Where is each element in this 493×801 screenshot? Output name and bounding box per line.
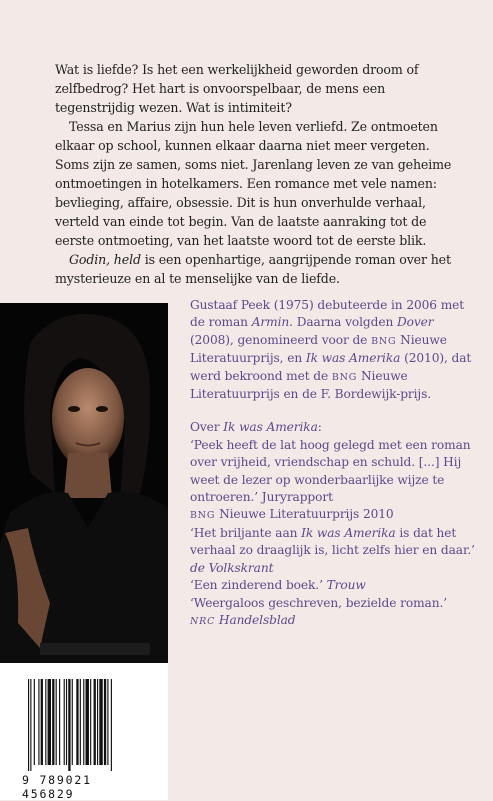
isbn-number: 9 789021 456829	[22, 773, 92, 801]
bio-bng-1: BNG	[371, 335, 397, 347]
barcode-bar	[90, 679, 91, 765]
barcode-bar	[107, 679, 108, 765]
barcode	[0, 663, 168, 800]
bio-text-1: Gustaaf Peek (1975) debuteerde in 2006 met de roman	[190, 298, 465, 330]
barcode-bar	[41, 679, 43, 765]
barcode-bar	[34, 679, 35, 765]
review-2-quote-a: ‘Het briljante aan	[190, 525, 302, 540]
blurb-paragraph-2: Tessa en Marius zijn hun hele leven verliefd. Ze ontmoeten elkaar op school, kunnen elkaar daarna niet meer vergeten. Soms zijn ze samen, soms niet. Jarenlang leven ze van geheime ontmoetingen in hotelkamers. Een romance met vele namen: bevlieging, affaire, obsessie. Dit is hun onverhulde verhaal, verteld van einde tot begin. Van de laatste aanraking tot de eerste ontmoeting, van het laatste woord tot de eerste blik.	[55, 119, 452, 248]
bio-title-dover: Dover	[396, 315, 434, 330]
review-3-source: Trouw	[326, 578, 366, 593]
barcode-bar	[111, 679, 112, 771]
blurb-paragraph-3	[55, 250, 455, 288]
bio-text-6: Nieuwe Literatuurprijs en de F. Bordewijk-prijs.	[190, 368, 432, 402]
bio-text-4: Nieuwe Literatuurprijs, en	[190, 332, 447, 366]
bio-text-3: (2008), genomineerd voor de	[190, 332, 372, 347]
bio-title-ikwas: Ik was Amerika	[305, 351, 401, 366]
review-1-source-bng: BNG	[190, 510, 216, 522]
barcode-bar	[28, 679, 29, 771]
reviews-heading-text: Over	[190, 420, 224, 435]
barcode-bar	[86, 679, 89, 765]
review-4-quote: ‘Weergaloos geschreven, bezielde roman.’	[190, 595, 448, 610]
barcode-bar	[56, 679, 57, 765]
barcode-bar	[80, 679, 81, 765]
barcode-bar	[76, 679, 78, 765]
barcode-bar	[99, 679, 102, 765]
review-4-source: Handelsblad	[215, 612, 296, 627]
review-2-title: Ik was Amerika	[301, 525, 396, 540]
barcode-bar	[72, 679, 73, 765]
bio-text-5: (2010), dat werd bekroond met de	[190, 351, 472, 383]
back-cover-blurb	[55, 60, 455, 288]
author-bio	[190, 297, 476, 403]
barcode-bar	[59, 679, 60, 765]
blurb-paragraph-1: Wat is liefde? Is het een werkelijkheid geworden droom of zelfbedrog? Het hart is onvoorspelbaar, de mens een tegenstrijdig wezen. Wat is intimiteit?	[55, 62, 419, 115]
spacer	[190, 403, 476, 419]
author-photo	[0, 303, 168, 663]
barcode-bar	[38, 679, 39, 765]
barcode-bar	[64, 679, 65, 765]
barcode-bar	[94, 679, 96, 765]
bio-bng-2: BNG	[331, 371, 358, 383]
barcode-bars	[28, 679, 140, 771]
review-2-source: de Volkskrant	[190, 560, 274, 575]
barcode-bar	[66, 679, 67, 765]
review-4	[190, 595, 476, 631]
barcode-bar	[83, 679, 84, 765]
review-3-quote: ‘Een zinderend boek.’	[190, 578, 327, 593]
review-1-quote: ‘Peek heeft de lat hoog gelegd met een roman over vrijheid, vriendschap en schuld. [...] Hij weet de lezer op wonderbaarlijke wijze te ontroeren.’	[190, 437, 471, 505]
reviews-heading-colon: :	[317, 420, 322, 435]
review-2	[190, 525, 476, 577]
bio-title-armin: Armin	[251, 315, 290, 330]
review-1-source-2: Nieuwe Literatuurprijs 2010	[215, 507, 394, 522]
book-title: Godin, held	[69, 252, 141, 267]
blurb-paragraph-3-text: is een openhartige, aangrijpende roman over het mysterieuze en al te menselijke van de liefde.	[55, 252, 451, 286]
review-1-source: Juryrapport	[261, 490, 333, 505]
barcode-bar	[104, 679, 106, 765]
barcode-bar	[30, 679, 31, 771]
review-1	[190, 437, 476, 525]
barcode-bar	[97, 679, 98, 765]
review-2-quote-b: is dat het verhaal zo draaglijk is, licht zelfs hier en daar.’	[190, 525, 475, 558]
review-3	[190, 577, 476, 594]
barcode-bar	[52, 679, 54, 765]
barcode-bar	[45, 679, 46, 765]
author-bio-and-reviews	[190, 297, 476, 630]
bio-text-2: . Daarna volgden	[289, 315, 397, 330]
reviews-heading-title: Ik was Amerika	[223, 420, 318, 435]
reviews-heading	[190, 419, 476, 436]
barcode-bar	[48, 679, 51, 765]
barcode-bar	[68, 679, 70, 771]
review-4-source-nrc: NRC	[190, 615, 216, 627]
